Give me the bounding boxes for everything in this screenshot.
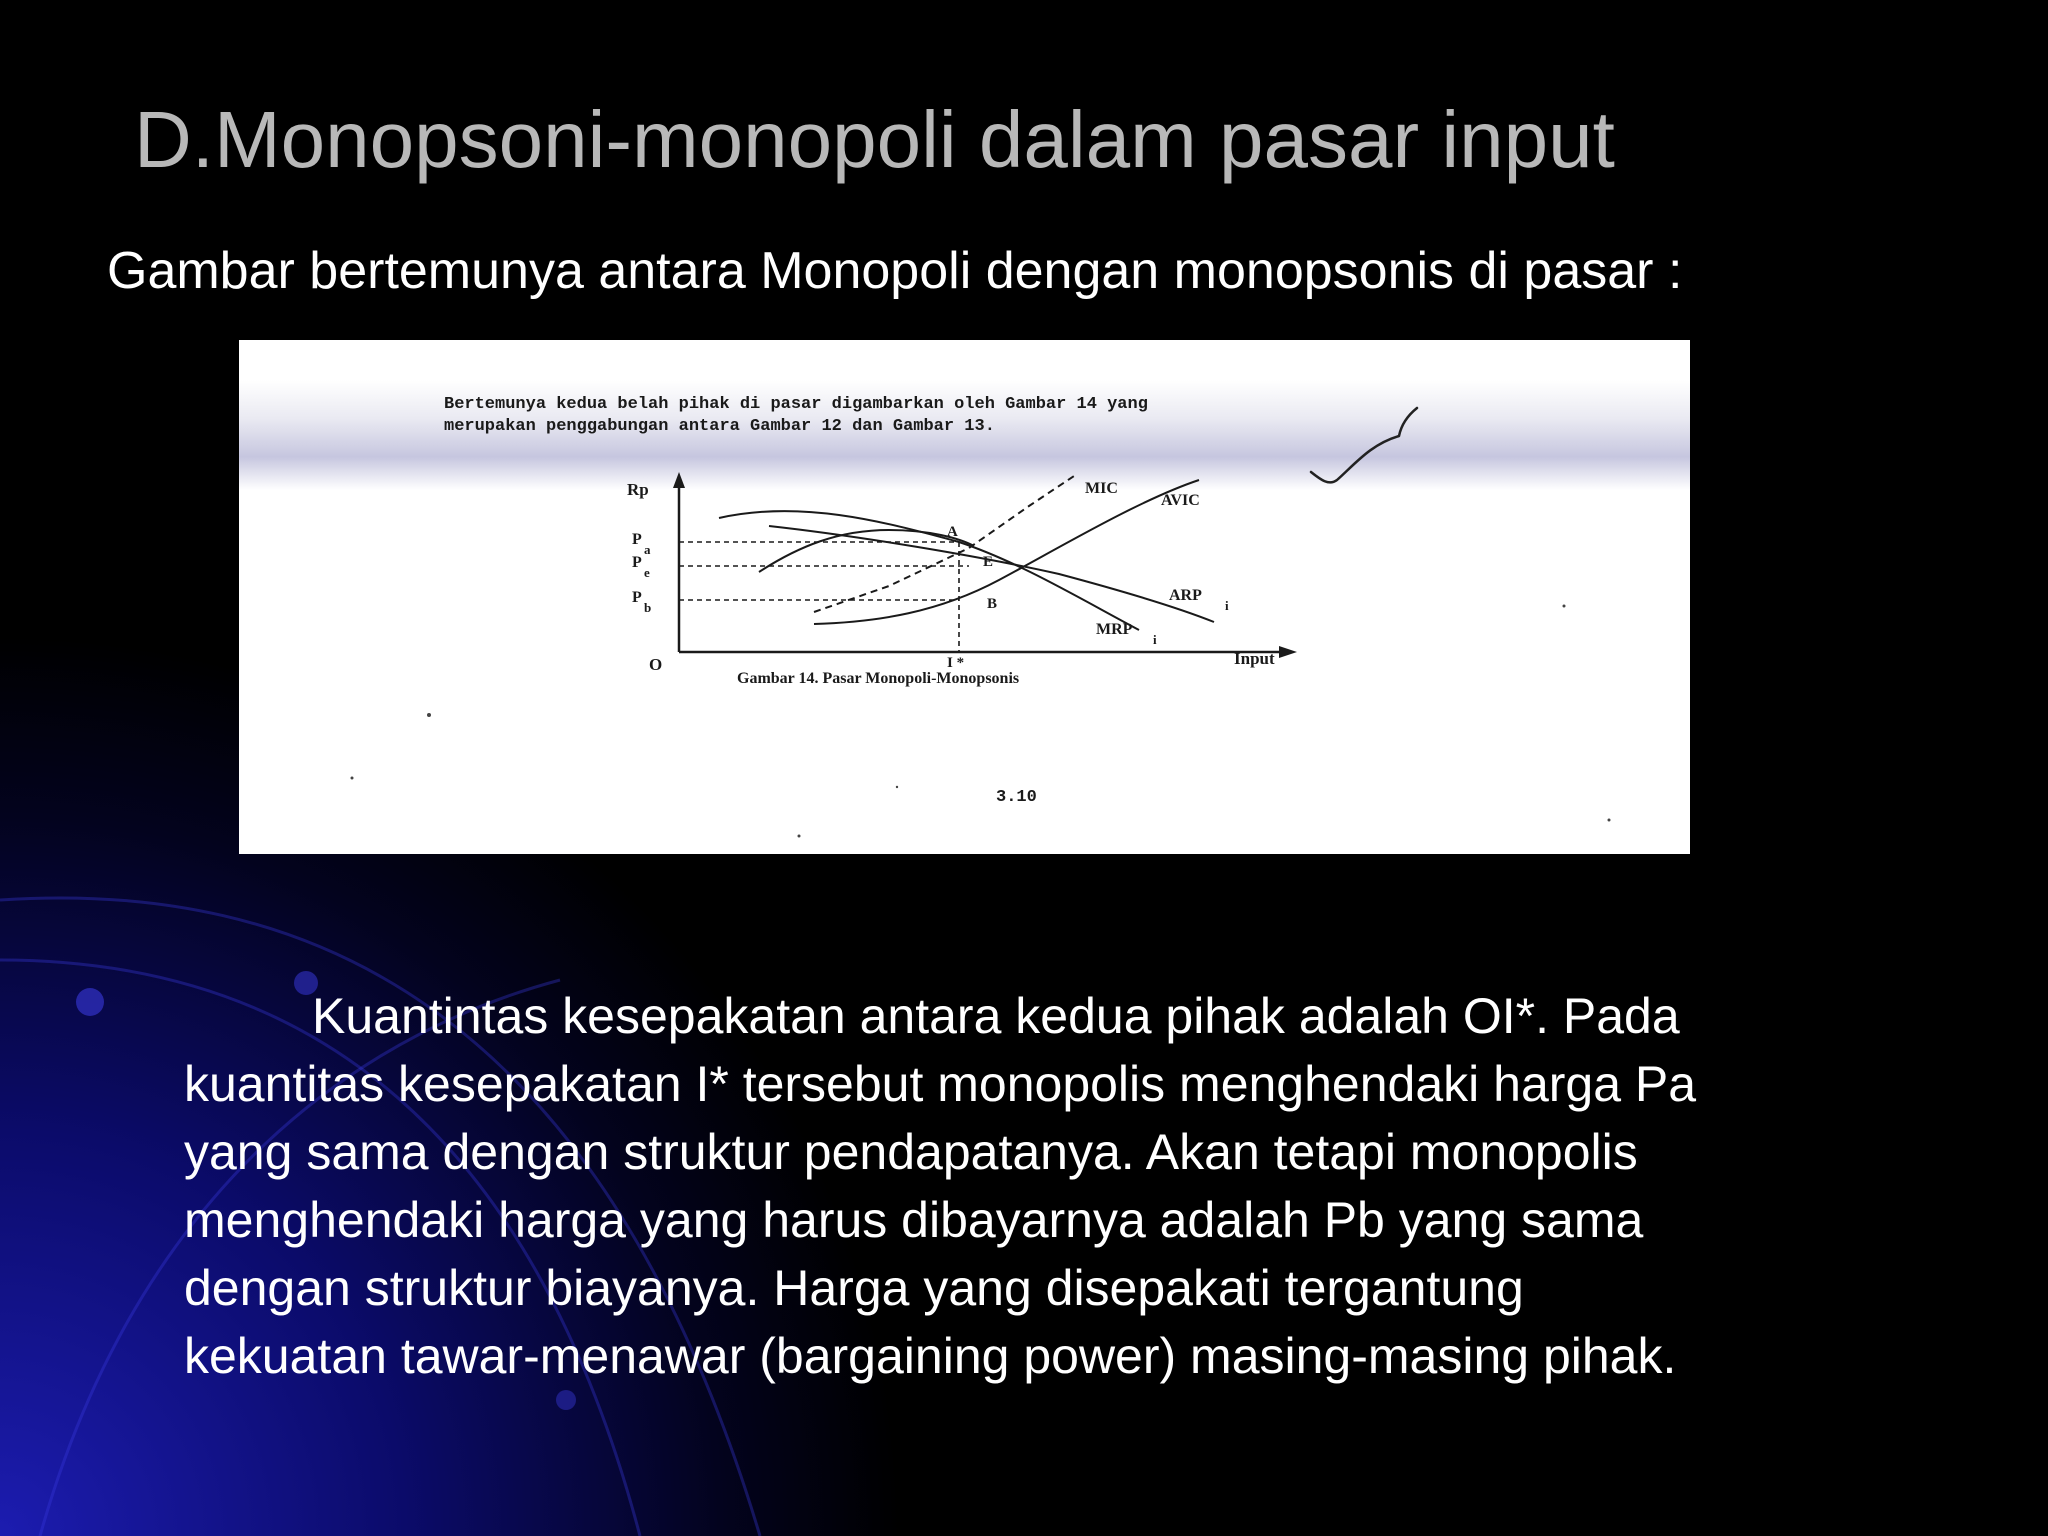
pa-subscript: a (644, 542, 651, 557)
y-axis-label: Rp (627, 480, 649, 499)
arp-subscript: i (1225, 598, 1229, 613)
pb-label: P (632, 589, 642, 606)
paragraph-line: dengan struktur biayanya. Harga yang disepakati tergantung (184, 1260, 1524, 1316)
scan-specks (351, 605, 1611, 838)
diagram-curves (719, 476, 1214, 630)
page-number: 3.10 (996, 788, 1037, 807)
pb-subscript: b (644, 600, 652, 615)
slide-subtitle: Gambar bertemunya antara Monopoli dengan monopsonis di pasar : (107, 242, 1683, 300)
mrp-curve (719, 511, 1139, 630)
diagram-caption: Gambar 14. Pasar Monopoli-Monopsonis (737, 670, 1020, 687)
paragraph-line: kuantitas kesepakatan I* tersebut monopolis menghendaki harga Pa (184, 1056, 1697, 1112)
x-axis-label: Input (1234, 649, 1275, 668)
decorative-dot (556, 1390, 576, 1410)
origin-label: O (649, 655, 663, 674)
mic-curve (814, 476, 1074, 612)
avic-label: AVIC (1161, 492, 1200, 509)
scanned-figure-svg (239, 340, 1690, 854)
diagram-guides (679, 542, 969, 652)
pa-label: P (632, 531, 642, 548)
mrp-label: MRP (1096, 621, 1133, 638)
explanation-paragraph (184, 982, 1984, 1390)
point-b-label: B (987, 596, 998, 612)
mic-label: MIC (1085, 480, 1118, 497)
scan-intro-line-2: merupakan penggabungan antara Gambar 12 dan Gambar 13. (444, 417, 995, 436)
pe-subscript: e (644, 565, 650, 580)
arp-label: ARP (1169, 587, 1202, 604)
point-e-label: E (983, 554, 994, 570)
paragraph-line: menghendaki harga yang harus dibayarnya adalah Pb yang sama (184, 1192, 1644, 1248)
paragraph-line: yang sama dengan struktur pendapatanya. Akan tetapi monopolis (184, 1124, 1638, 1180)
point-a-label: A (947, 524, 958, 540)
scanned-figure (239, 340, 1690, 854)
scan-intro-line-1: Bertemunya kedua belah pihak di pasar digambarkan oleh Gambar 14 yang (444, 395, 1148, 414)
slide-title: D.Monopsoni-monopoli dalam pasar input (134, 95, 1615, 184)
x-axis-arrowhead (1279, 646, 1297, 658)
pe-label: P (632, 554, 642, 571)
avic-curve (814, 480, 1199, 624)
mrp-subscript: i (1153, 632, 1157, 647)
paragraph-line: Kuantintas kesepakatan antara kedua pihak adalah OI*. Pada (312, 988, 1680, 1044)
paragraph-line: kekuatan tawar-menawar (bargaining power) masing-masing pihak. (184, 1328, 1677, 1384)
quantity-label: I * (947, 655, 965, 671)
decorative-dot (76, 988, 104, 1016)
